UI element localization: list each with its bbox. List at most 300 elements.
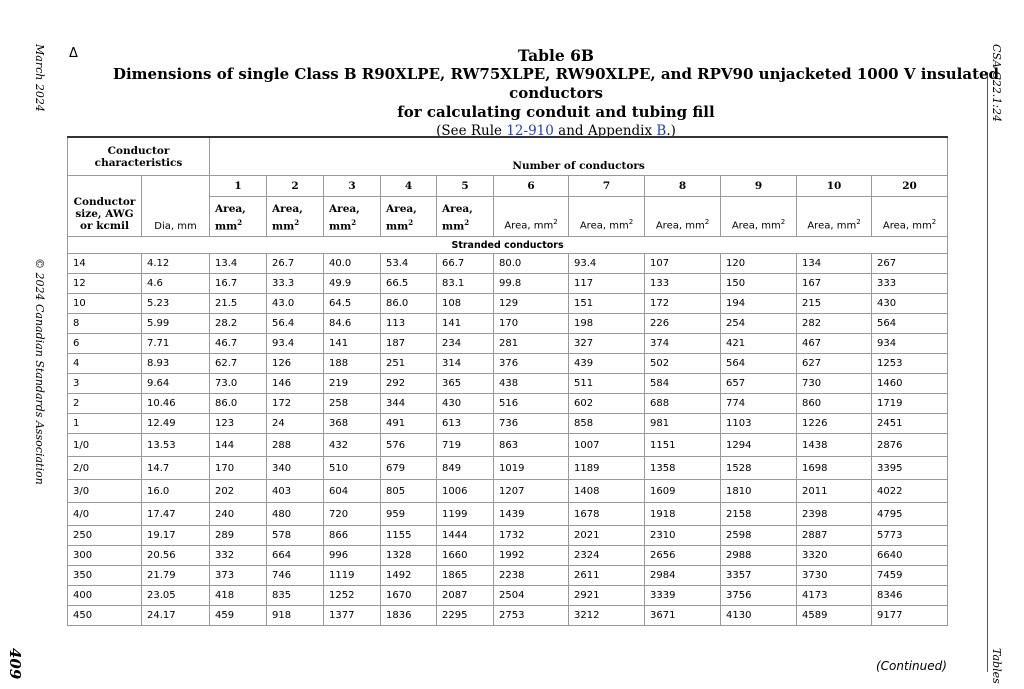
area-cell: 736 [494, 414, 569, 434]
size-cell: 1/0 [68, 434, 142, 457]
area-cell: 835 [267, 586, 324, 606]
area-cell: 1528 [721, 457, 797, 480]
area-header: Area, $mm^2$ [872, 197, 948, 237]
area-cell: 805 [381, 480, 437, 503]
area-header: Area, $mm^2$ [210, 197, 267, 237]
area-cell: 774 [721, 394, 797, 414]
dia-cell: 17.47 [142, 503, 210, 526]
area-cell: 56.4 [267, 314, 324, 334]
area-cell: 480 [267, 503, 324, 526]
dia-header: Dia, mm [142, 176, 210, 237]
area-cell: 746 [267, 566, 324, 586]
area-header: Area, $mm^2$ [437, 197, 494, 237]
area-cell: 1253 [872, 354, 948, 374]
area-cell: 578 [267, 526, 324, 546]
area-cell: 2598 [721, 526, 797, 546]
area-cell: 93.4 [267, 334, 324, 354]
area-header: Area, $mm^2$ [267, 197, 324, 237]
area-cell: 2238 [494, 566, 569, 586]
area-cell: 2984 [645, 566, 721, 586]
count-header: 4 [381, 176, 437, 197]
area-cell: 5773 [872, 526, 948, 546]
area-cell: 430 [872, 294, 948, 314]
area-cell: 1865 [437, 566, 494, 586]
table-row [68, 394, 948, 414]
table-row [68, 526, 948, 546]
area-cell: 1252 [324, 586, 381, 606]
area-cell: 688 [645, 394, 721, 414]
area-unit: mm [215, 220, 238, 232]
area-cell: 73.0 [210, 374, 267, 394]
area-cell: 860 [797, 394, 872, 414]
dia-cell: 12.49 [142, 414, 210, 434]
area-cell: 719 [437, 434, 494, 457]
section-stranded: Stranded conductors [68, 237, 948, 254]
dia-cell: 24.17 [142, 606, 210, 626]
area-cell: 1199 [437, 503, 494, 526]
size-cell: 450 [68, 606, 142, 626]
table-row [68, 586, 948, 606]
dia-cell: 4.12 [142, 254, 210, 274]
area-cell: 2295 [437, 606, 494, 626]
conductor-table [67, 136, 948, 626]
area-label: Area, mm [731, 220, 781, 231]
area-cell: 144 [210, 434, 267, 457]
area-cell: 21.5 [210, 294, 267, 314]
area-cell: 83.1 [437, 274, 494, 294]
dia-cell: 4.6 [142, 274, 210, 294]
area-cell: 2887 [797, 526, 872, 546]
area-cell: 170 [210, 457, 267, 480]
area-cell: 1698 [797, 457, 872, 480]
area-cell: 1151 [645, 434, 721, 457]
count-header: 9 [721, 176, 797, 197]
area-cell: 657 [721, 374, 797, 394]
dia-cell: 16.0 [142, 480, 210, 503]
area-cell: 368 [324, 414, 381, 434]
table-title-line2: for calculating conduit and tubing fill [397, 103, 715, 121]
area-unit: mm [272, 220, 295, 232]
dia-cell: 14.7 [142, 457, 210, 480]
count-header: 20 [872, 176, 948, 197]
number-header: Number of conductors [210, 137, 948, 176]
page-number: 409 [6, 648, 24, 680]
area-cell: 2921 [569, 586, 645, 606]
area-cell: 344 [381, 394, 437, 414]
area-unit: mm [442, 220, 465, 232]
size-cell: 10 [68, 294, 142, 314]
area-cell: 430 [437, 394, 494, 414]
margin-section: Tables [990, 648, 1003, 684]
area-cell: 80.0 [494, 254, 569, 274]
area-cell: 604 [324, 480, 381, 503]
area-cell: 267 [872, 254, 948, 274]
area-header: Area, $mm^2$ [645, 197, 721, 237]
area-cell: 3212 [569, 606, 645, 626]
area-cell: 1019 [494, 457, 569, 480]
size-cell: 4 [68, 354, 142, 374]
appendix-link[interactable]: B [656, 123, 667, 139]
dia-cell: 5.99 [142, 314, 210, 334]
area-cell: 996 [324, 546, 381, 566]
size-cell: 400 [68, 586, 142, 606]
dia-cell: 13.53 [142, 434, 210, 457]
area-cell: 215 [797, 294, 872, 314]
area-cell: 120 [721, 254, 797, 274]
area-cell: 108 [437, 294, 494, 314]
area-cell: 86.0 [210, 394, 267, 414]
area-cell: 3320 [797, 546, 872, 566]
table-row [68, 480, 948, 503]
area-cell: 1119 [324, 566, 381, 586]
dia-cell: 7.71 [142, 334, 210, 354]
area-label: Area, [215, 202, 246, 215]
area-cell: 126 [267, 354, 324, 374]
size-cell: 8 [68, 314, 142, 334]
area-cell: 1439 [494, 503, 569, 526]
size-cell: 2/0 [68, 457, 142, 480]
margin-copyright: © 2024 Canadian Standards Association [33, 258, 46, 485]
table-title-block [60, 46, 1020, 140]
area-cell: 86.0 [381, 294, 437, 314]
area-cell: 327 [569, 334, 645, 354]
area-cell: 1006 [437, 480, 494, 503]
area-cell: 113 [381, 314, 437, 334]
area-label: Area, mm [882, 220, 932, 231]
size-cell: 3 [68, 374, 142, 394]
area-cell: 3730 [797, 566, 872, 586]
area-label: Area, mm [807, 220, 857, 231]
area-cell: 403 [267, 480, 324, 503]
area-cell: 3395 [872, 457, 948, 480]
area-cell: 863 [494, 434, 569, 457]
area-cell: 84.6 [324, 314, 381, 334]
area-cell: 373 [210, 566, 267, 586]
area-cell: 9177 [872, 606, 948, 626]
area-cell: 13.4 [210, 254, 267, 274]
area-cell: 289 [210, 526, 267, 546]
area-cell: 172 [267, 394, 324, 414]
area-cell: 40.0 [324, 254, 381, 274]
area-cell: 2310 [645, 526, 721, 546]
dia-cell: 5.23 [142, 294, 210, 314]
area-cell: 516 [494, 394, 569, 414]
area-cell: 602 [569, 394, 645, 414]
count-header: 3 [324, 176, 381, 197]
area-cell: 62.7 [210, 354, 267, 374]
area-header: Area, $mm^2$ [494, 197, 569, 237]
area-cell: 418 [210, 586, 267, 606]
table-row [68, 606, 948, 626]
area-cell: 981 [645, 414, 721, 434]
area-cell: 282 [797, 314, 872, 334]
area-cell: 314 [437, 354, 494, 374]
area-cell: 187 [381, 334, 437, 354]
area-cell: 64.5 [324, 294, 381, 314]
area-cell: 1678 [569, 503, 645, 526]
area-cell: 66.7 [437, 254, 494, 274]
area-cell: 613 [437, 414, 494, 434]
dia-cell: 23.05 [142, 586, 210, 606]
area-cell: 4130 [721, 606, 797, 626]
area-cell: 1460 [872, 374, 948, 394]
area-cell: 151 [569, 294, 645, 314]
table-row [68, 434, 948, 457]
table-row [68, 254, 948, 274]
area-cell: 1836 [381, 606, 437, 626]
dia-cell: 20.56 [142, 546, 210, 566]
area-cell: 53.4 [381, 254, 437, 274]
area-cell: 1189 [569, 457, 645, 480]
size-cell: 12 [68, 274, 142, 294]
area-cell: 234 [437, 334, 494, 354]
area-cell: 564 [721, 354, 797, 374]
area-cell: 3339 [645, 586, 721, 606]
area-cell: 7459 [872, 566, 948, 586]
area-cell: 129 [494, 294, 569, 314]
area-cell: 1732 [494, 526, 569, 546]
size-cell: 300 [68, 546, 142, 566]
area-cell: 46.7 [210, 334, 267, 354]
area-cell: 2504 [494, 586, 569, 606]
table-row [68, 414, 948, 434]
area-cell: 564 [872, 314, 948, 334]
dia-cell: 9.64 [142, 374, 210, 394]
area-cell: 2988 [721, 546, 797, 566]
size-cell: 1 [68, 414, 142, 434]
area-cell: 2087 [437, 586, 494, 606]
area-cell: 1294 [721, 434, 797, 457]
area-cell: 1992 [494, 546, 569, 566]
area-cell: 226 [645, 314, 721, 334]
area-cell: 3756 [721, 586, 797, 606]
area-cell: 43.0 [267, 294, 324, 314]
area-cell: 99.8 [494, 274, 569, 294]
size-cell: 250 [68, 526, 142, 546]
table-row [68, 274, 948, 294]
area-cell: 2876 [872, 434, 948, 457]
area-cell: 3671 [645, 606, 721, 626]
table-row [68, 294, 948, 314]
area-label: Area, [329, 202, 360, 215]
area-cell: 1207 [494, 480, 569, 503]
area-cell: 133 [645, 274, 721, 294]
area-cell: 1810 [721, 480, 797, 503]
area-cell: 432 [324, 434, 381, 457]
count-header: 10 [797, 176, 872, 197]
size-cell: 14 [68, 254, 142, 274]
area-cell: 1328 [381, 546, 437, 566]
area-cell: 134 [797, 254, 872, 274]
dia-cell: 19.17 [142, 526, 210, 546]
area-cell: 240 [210, 503, 267, 526]
area-cell: 188 [324, 354, 381, 374]
count-header: 7 [569, 176, 645, 197]
area-cell: 730 [797, 374, 872, 394]
area-label: Area, mm [579, 220, 629, 231]
area-cell: 2451 [872, 414, 948, 434]
area-cell: 141 [437, 314, 494, 334]
area-cell: 123 [210, 414, 267, 434]
area-cell: 664 [267, 546, 324, 566]
area-cell: 49.9 [324, 274, 381, 294]
margin-rule [987, 72, 988, 672]
area-cell: 438 [494, 374, 569, 394]
area-cell: 1670 [381, 586, 437, 606]
area-label: Area, [442, 202, 473, 215]
area-cell: 150 [721, 274, 797, 294]
area-cell: 332 [210, 546, 267, 566]
area-cell: 281 [494, 334, 569, 354]
area-cell: 340 [267, 457, 324, 480]
area-cell: 918 [267, 606, 324, 626]
area-cell: 288 [267, 434, 324, 457]
count-header: 2 [267, 176, 324, 197]
size-cell: 3/0 [68, 480, 142, 503]
area-cell: 117 [569, 274, 645, 294]
area-cell: 365 [437, 374, 494, 394]
area-label: Area, mm [504, 220, 554, 231]
table-row [68, 457, 948, 480]
area-cell: 459 [210, 606, 267, 626]
area-cell: 6640 [872, 546, 948, 566]
area-cell: 1358 [645, 457, 721, 480]
area-cell: 194 [721, 294, 797, 314]
table-row [68, 566, 948, 586]
area-cell: 491 [381, 414, 437, 434]
count-header: 1 [210, 176, 267, 197]
area-label: Area, mm [655, 220, 705, 231]
area-cell: 66.5 [381, 274, 437, 294]
area-cell: 28.2 [210, 314, 267, 334]
count-header: 6 [494, 176, 569, 197]
area-cell: 172 [645, 294, 721, 314]
area-cell: 502 [645, 354, 721, 374]
area-header: Area, $mm^2$ [569, 197, 645, 237]
area-cell: 1444 [437, 526, 494, 546]
area-cell: 198 [569, 314, 645, 334]
area-cell: 26.7 [267, 254, 324, 274]
area-cell: 1438 [797, 434, 872, 457]
table-row [68, 503, 948, 526]
rule-link[interactable]: 12-910 [506, 123, 554, 139]
area-cell: 576 [381, 434, 437, 457]
area-cell: 3357 [721, 566, 797, 586]
area-cell: 858 [569, 414, 645, 434]
see-suffix: .) [666, 123, 676, 139]
area-label: Area, [272, 202, 303, 215]
table-row [68, 374, 948, 394]
area-cell: 1226 [797, 414, 872, 434]
area-cell: 866 [324, 526, 381, 546]
area-cell: 2398 [797, 503, 872, 526]
area-cell: 4022 [872, 480, 948, 503]
area-cell: 1660 [437, 546, 494, 566]
area-cell: 93.4 [569, 254, 645, 274]
area-cell: 934 [872, 334, 948, 354]
area-cell: 467 [797, 334, 872, 354]
area-cell: 4795 [872, 503, 948, 526]
table-row [68, 354, 948, 374]
area-cell: 107 [645, 254, 721, 274]
area-cell: 421 [721, 334, 797, 354]
area-cell: 1103 [721, 414, 797, 434]
area-cell: 1918 [645, 503, 721, 526]
area-cell: 1719 [872, 394, 948, 414]
area-cell: 2324 [569, 546, 645, 566]
size-cell: 2 [68, 394, 142, 414]
area-cell: 33.3 [267, 274, 324, 294]
count-header: 8 [645, 176, 721, 197]
see-mid: and Appendix [553, 123, 657, 139]
area-cell: 24 [267, 414, 324, 434]
area-unit: mm [386, 220, 409, 232]
area-cell: 2158 [721, 503, 797, 526]
area-cell: 141 [324, 334, 381, 354]
area-header: Area, $mm^2$ [797, 197, 872, 237]
size-header: Conductor size, AWG or kcmil [68, 176, 142, 237]
area-cell: 333 [872, 274, 948, 294]
area-cell: 8346 [872, 586, 948, 606]
count-header: 5 [437, 176, 494, 197]
continued-note: (Continued) [876, 659, 947, 673]
area-cell: 679 [381, 457, 437, 480]
area-cell: 2611 [569, 566, 645, 586]
area-cell: 376 [494, 354, 569, 374]
area-cell: 374 [645, 334, 721, 354]
dia-cell: 8.93 [142, 354, 210, 374]
area-label: Area, [386, 202, 417, 215]
area-header: Area, $mm^2$ [721, 197, 797, 237]
area-cell: 959 [381, 503, 437, 526]
area-cell: 4173 [797, 586, 872, 606]
margin-date: March 2024 [33, 44, 46, 112]
area-cell: 167 [797, 274, 872, 294]
area-cell: 258 [324, 394, 381, 414]
dia-cell: 10.46 [142, 394, 210, 414]
area-cell: 146 [267, 374, 324, 394]
area-cell: 2753 [494, 606, 569, 626]
see-prefix: (See Rule [436, 123, 507, 139]
area-cell: 254 [721, 314, 797, 334]
size-cell: 4/0 [68, 503, 142, 526]
area-cell: 2656 [645, 546, 721, 566]
margin-standard: CSA C22.1:24 [990, 44, 1003, 123]
table-title-line1: Dimensions of single Class B R90XLPE, RW75XLPE, RW90XLPE, and RPV90 unjacketed 1000 V insulated conductors [112, 65, 1000, 102]
area-cell: 2011 [797, 480, 872, 503]
size-cell: 350 [68, 566, 142, 586]
area-cell: 439 [569, 354, 645, 374]
area-cell: 1377 [324, 606, 381, 626]
area-cell: 1408 [569, 480, 645, 503]
area-cell: 170 [494, 314, 569, 334]
area-cell: 1007 [569, 434, 645, 457]
area-cell: 720 [324, 503, 381, 526]
area-cell: 251 [381, 354, 437, 374]
area-cell: 1155 [381, 526, 437, 546]
area-cell: 584 [645, 374, 721, 394]
area-cell: 16.7 [210, 274, 267, 294]
area-cell: 627 [797, 354, 872, 374]
area-cell: 2021 [569, 526, 645, 546]
size-cell: 6 [68, 334, 142, 354]
area-cell: 4589 [797, 606, 872, 626]
group-header: Conductor characteristics [68, 137, 210, 176]
delta-marker: Δ [69, 46, 78, 61]
area-cell: 202 [210, 480, 267, 503]
table-row [68, 314, 948, 334]
area-cell: 511 [569, 374, 645, 394]
